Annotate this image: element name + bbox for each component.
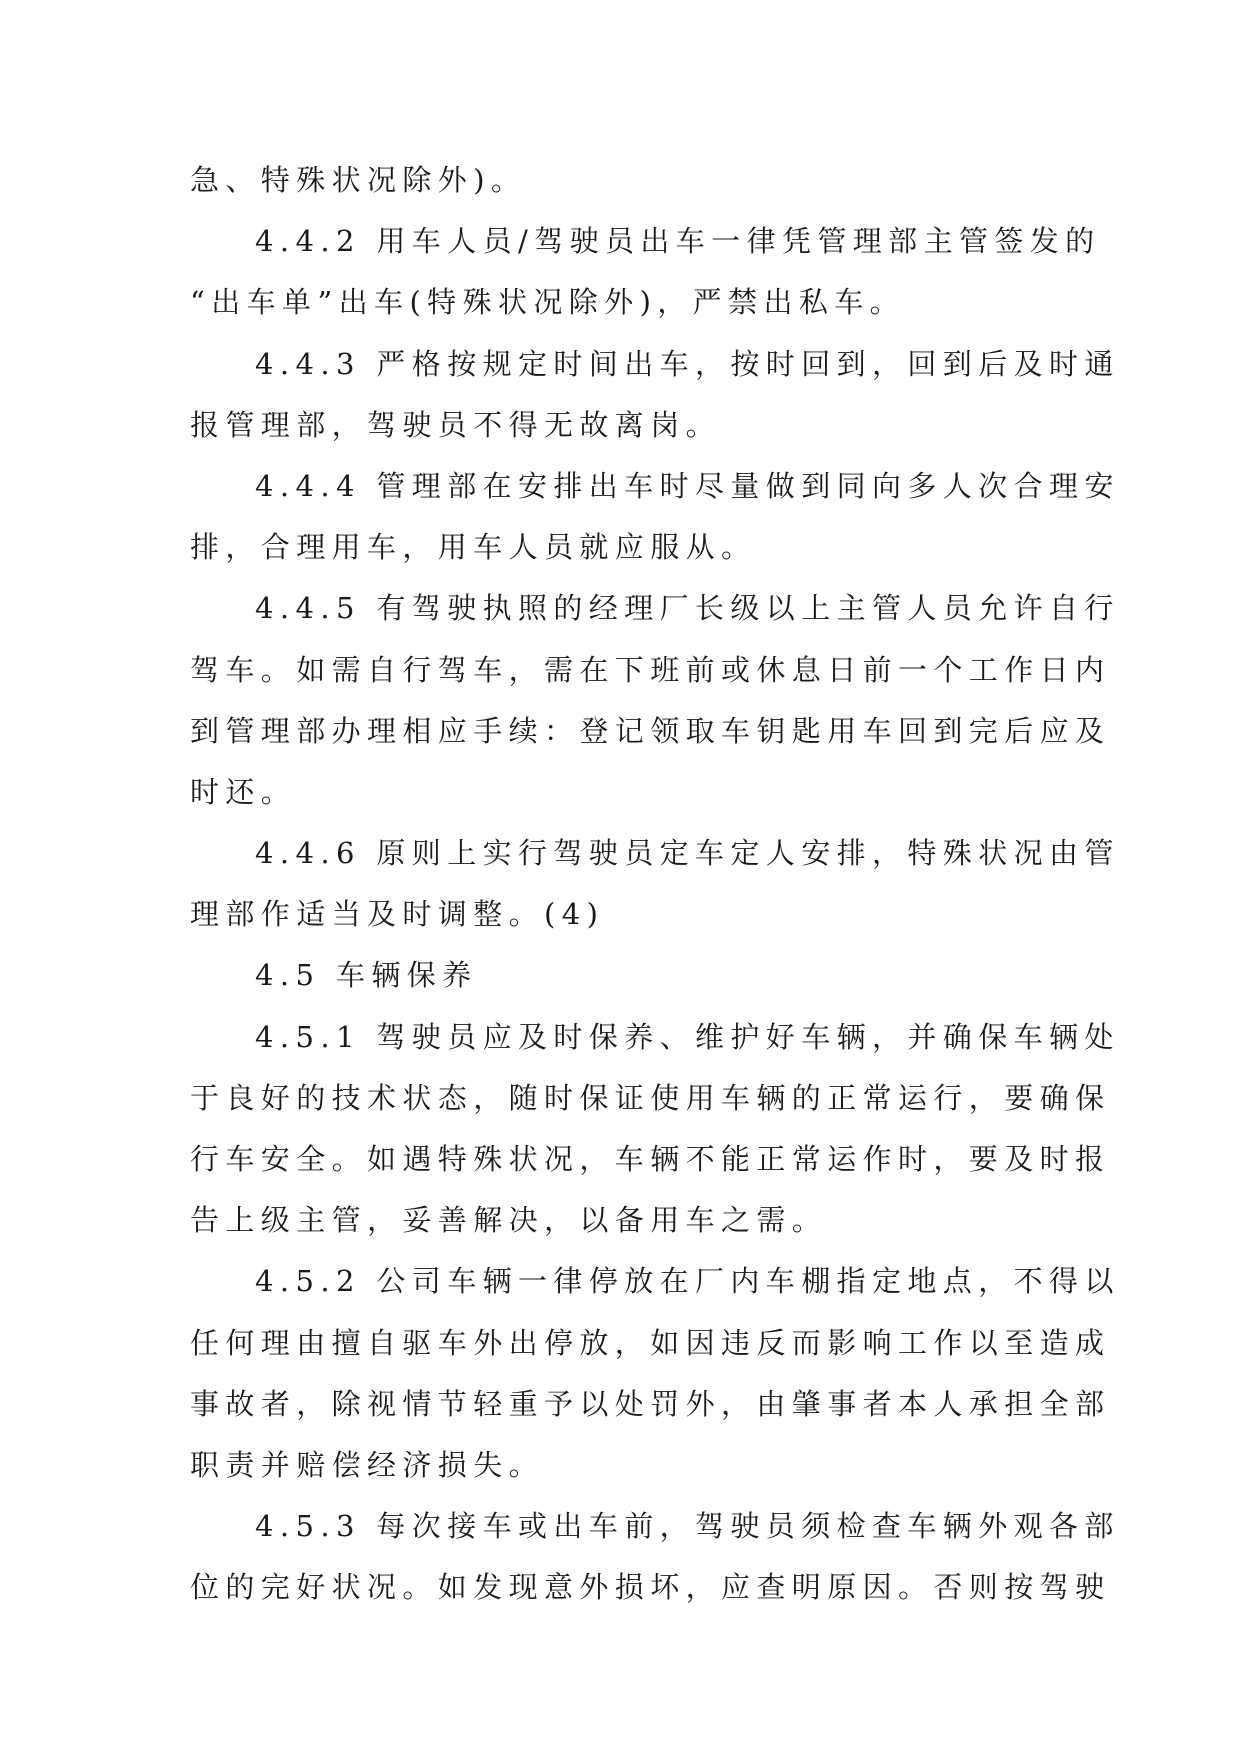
text-line: 驾车。如需自行驾车，需在下班前或休息日前一个工作日内 xyxy=(190,652,1111,687)
text-line: 4.5.2 公司车辆一律停放在厂内车棚指定地点，不得以 xyxy=(255,1264,1120,1299)
text-line: 报管理部，驾驶员不得无故离岗。 xyxy=(190,407,722,442)
text-line: 任何理由擅自驱车外出停放，如因违反而影响工作以至造成 xyxy=(190,1325,1111,1360)
text-line: 告上级主管，妥善解决，以备用车之需。 xyxy=(190,1203,828,1238)
text-line: 4.4.4 管理部在安排出车时尽量做到同向多人次合理安 xyxy=(255,468,1120,503)
text-line: 职责并赔偿经济损失。 xyxy=(190,1447,545,1482)
text-line: 事故者，除视情节轻重予以处罚外，由肇事者本人承担全部 xyxy=(190,1386,1111,1421)
text-line: 4.4.2 用车人员/驾驶员出车一律凭管理部主管签发的 xyxy=(255,224,1101,259)
text-line: 到管理部办理相应手续：登记领取车钥匙用车回到完后应及 xyxy=(190,713,1111,748)
text-line: 理部作适当及时调整。(4) xyxy=(190,897,605,932)
text-line: 4.4.5 有驾驶执照的经理厂长级以上主管人员允许自行 xyxy=(255,591,1120,626)
text-line: 行车安全。如遇特殊状况，车辆不能正常运作时，要及时报 xyxy=(190,1142,1111,1176)
text-line: 4.4.6 原则上实行驾驶员定车定人安排，特殊状况由管 xyxy=(255,836,1120,871)
text-line: 时还。 xyxy=(190,774,297,809)
section-heading: 4.5 车辆保养 xyxy=(255,958,478,993)
text-line: 于良好的技术状态，随时保证使用车辆的正常运行，要确保 xyxy=(190,1080,1111,1115)
text-line: 4.5.1 驾驶员应及时保养、维护好车辆，并确保车辆处 xyxy=(255,1019,1120,1054)
text-line: 4.4.3 严格按规定时间出车，按时回到，回到后及时通 xyxy=(255,346,1120,381)
text-line: 4.5.3 每次接车或出车前，驾驶员须检查车辆外观各部 xyxy=(255,1509,1120,1544)
text-line: 排，合理用车，用车人员就应服从。 xyxy=(190,530,757,565)
text-line: 位的完好状况。如发现意外损坏，应查明原因。否则按驾驶 xyxy=(190,1570,1111,1605)
document-body xyxy=(190,150,1120,1619)
text-line: “出车单”出车(特殊状况除外)，严禁出私车。 xyxy=(190,285,906,320)
text-line: 急、特殊状况除外)。 xyxy=(190,163,527,197)
